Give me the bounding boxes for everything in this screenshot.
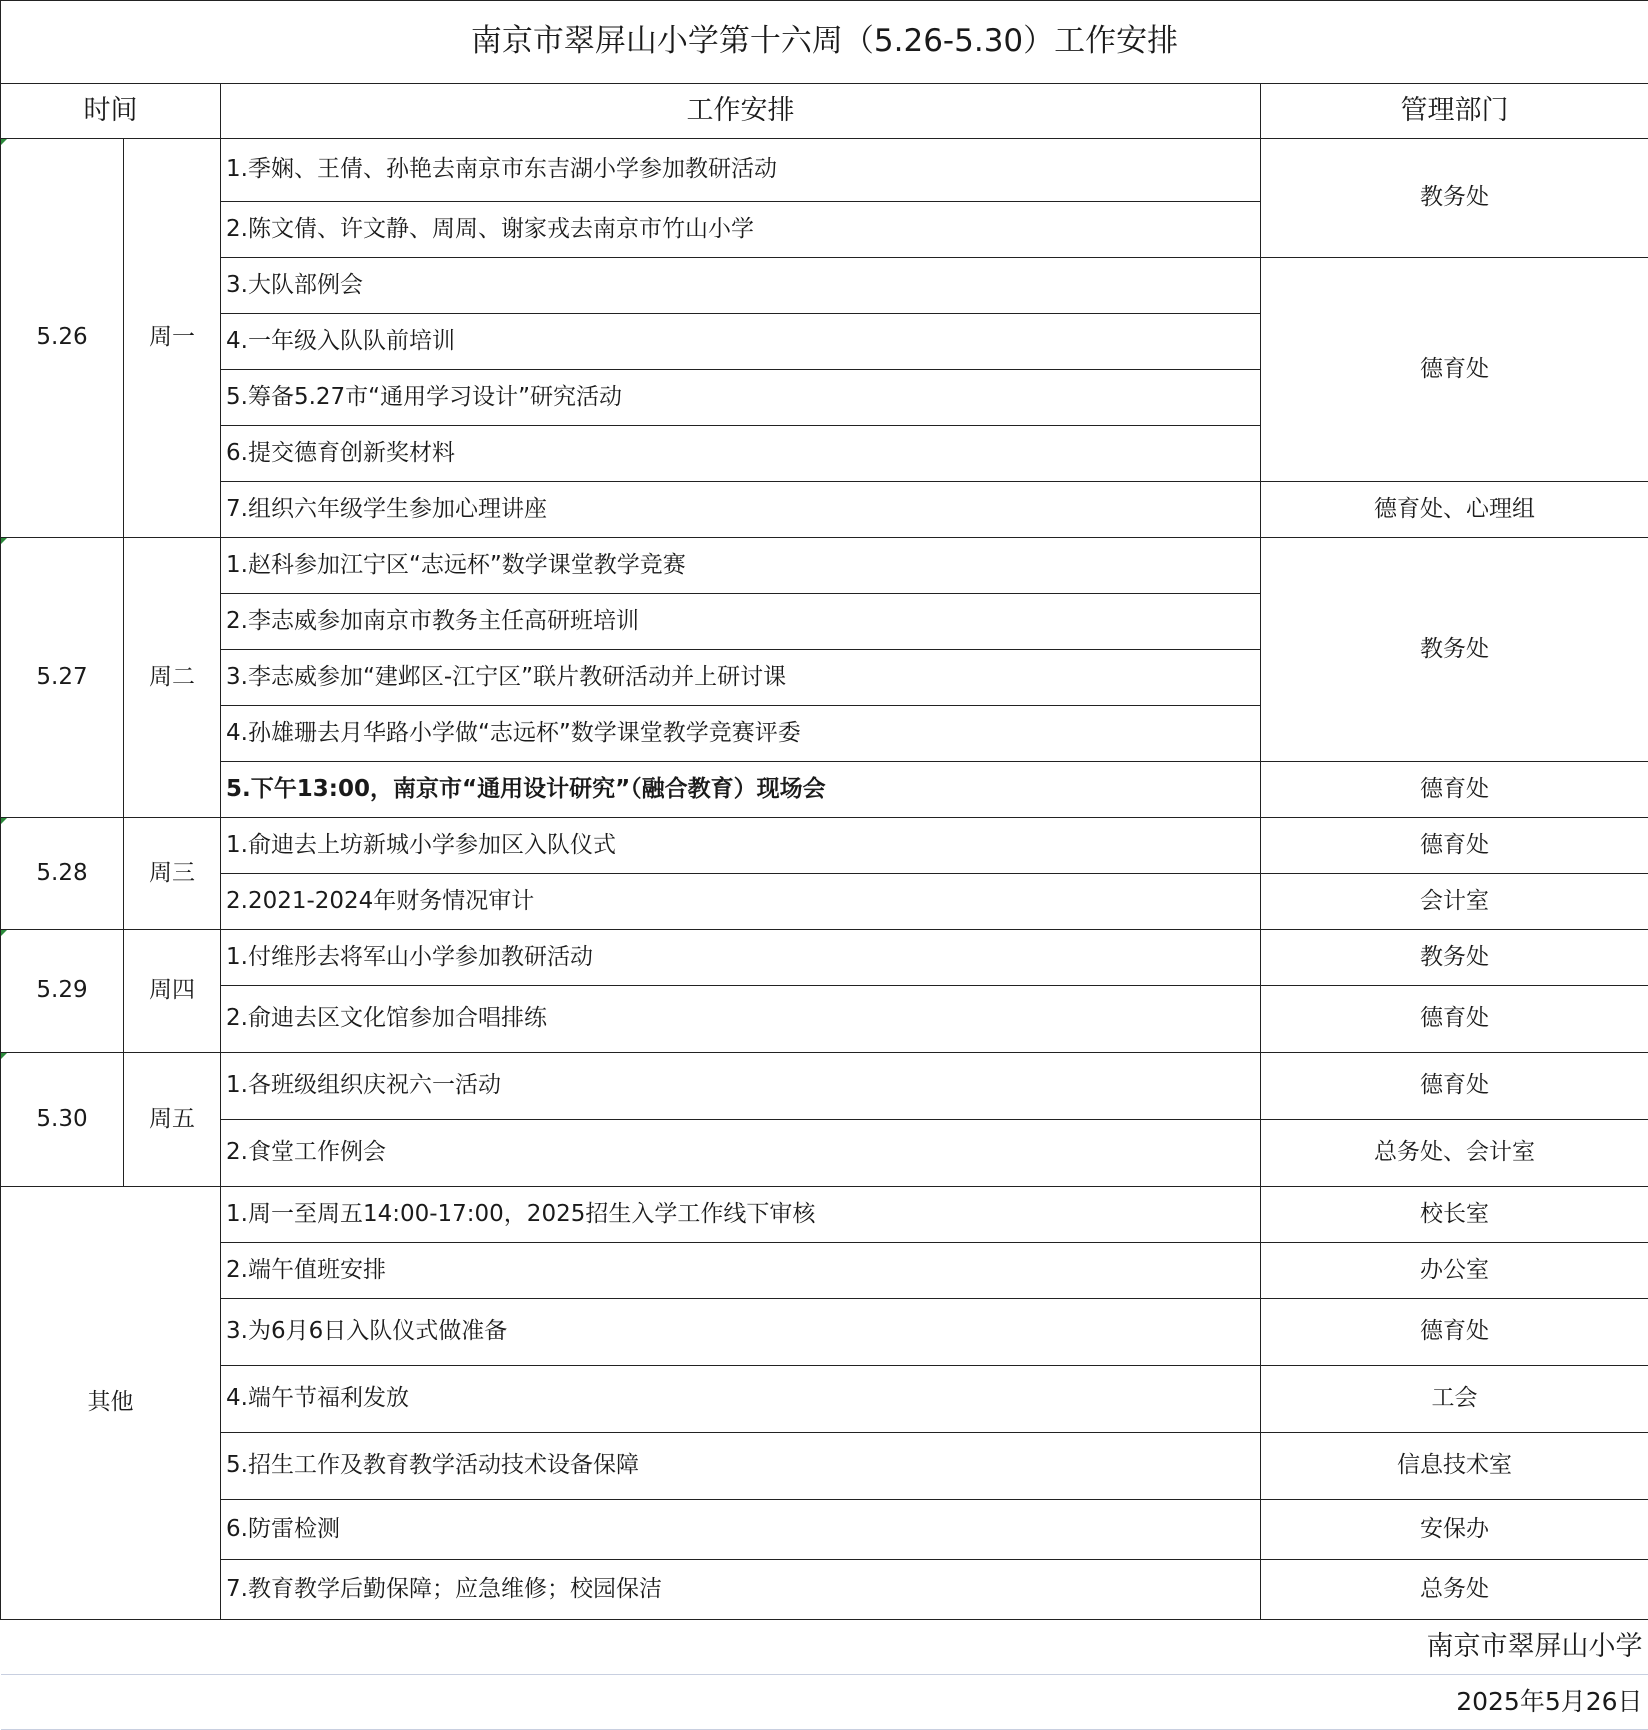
footer-date: 2025年5月26日 (1, 1675, 1648, 1730)
dept-cell: 总务处 (1261, 1560, 1648, 1620)
task-cell: 3.李志威参加“建邺区-江宁区”联片教研活动并上研讨课 (221, 650, 1261, 706)
task-cell: 3.为6月6日入队仪式做准备 (221, 1299, 1261, 1366)
task-cell: 1.赵科参加江宁区“志远杯”数学课堂教学竞赛 (221, 538, 1261, 594)
header-work: 工作安排 (221, 84, 1261, 139)
task-cell: 5.招生工作及教育教学活动技术设备保障 (221, 1433, 1261, 1500)
dept-cell: 德育处、心理组 (1261, 482, 1648, 538)
task-cell: 1.俞迪去上坊新城小学参加区入队仪式 (221, 818, 1261, 874)
day-weekday: 周二 (124, 538, 221, 818)
dept-cell: 总务处、会计室 (1261, 1120, 1648, 1187)
day-date: 5.30 (1, 1053, 124, 1187)
day-date: 5.28 (1, 818, 124, 930)
task-cell: 2.俞迪去区文化馆参加合唱排练 (221, 986, 1261, 1053)
dept-cell: 教务处 (1261, 139, 1648, 258)
dept-cell: 教务处 (1261, 930, 1648, 986)
day-weekday: 周四 (124, 930, 221, 1053)
day-weekday: 周三 (124, 818, 221, 930)
task-cell: 6.提交德育创新奖材料 (221, 426, 1261, 482)
task-cell: 1.周一至周五14:00-17:00，2025招生入学工作线下审核 (221, 1187, 1261, 1243)
task-cell: 4.一年级入队队前培训 (221, 314, 1261, 370)
dept-cell: 校长室 (1261, 1187, 1648, 1243)
header-time: 时间 (1, 84, 221, 139)
dept-cell: 教务处 (1261, 538, 1648, 762)
header-dept: 管理部门 (1261, 84, 1648, 139)
task-cell: 2.陈文倩、许文静、周周、谢家戎去南京市竹山小学 (221, 202, 1261, 258)
dept-cell: 德育处 (1261, 1299, 1648, 1366)
footer-school: 南京市翠屏山小学 (1, 1620, 1648, 1675)
task-cell: 3.大队部例会 (221, 258, 1261, 314)
task-cell: 2.李志威参加南京市教务主任高研班培训 (221, 594, 1261, 650)
day-date: 5.27 (1, 538, 124, 818)
dept-cell: 会计室 (1261, 874, 1648, 930)
task-cell: 5.筹备5.27市“通用学习设计”研究活动 (221, 370, 1261, 426)
day-weekday: 周一 (124, 139, 221, 538)
day-weekday: 周五 (124, 1053, 221, 1187)
task-cell: 1.季娴、王倩、孙艳去南京市东吉湖小学参加教研活动 (221, 139, 1261, 202)
dept-cell: 工会 (1261, 1366, 1648, 1433)
day-date: 5.26 (1, 139, 124, 538)
dept-cell: 德育处 (1261, 258, 1648, 482)
task-cell: 4.端午节福利发放 (221, 1366, 1261, 1433)
task-cell: 2.食堂工作例会 (221, 1120, 1261, 1187)
task-cell: 1.各班级组织庆祝六一活动 (221, 1053, 1261, 1120)
day-date: 5.29 (1, 930, 124, 1053)
dept-cell: 安保办 (1261, 1500, 1648, 1560)
dept-cell: 信息技术室 (1261, 1433, 1648, 1500)
dept-cell: 德育处 (1261, 986, 1648, 1053)
task-cell: 6.防雷检测 (221, 1500, 1261, 1560)
task-cell: 7.组织六年级学生参加心理讲座 (221, 482, 1261, 538)
task-cell: 5.下午13:00，南京市“通用设计研究”（融合教育）现场会 (221, 762, 1261, 818)
task-cell: 7.教育教学后勤保障；应急维修；校园保洁 (221, 1560, 1261, 1620)
task-cell: 1.付维彤去将军山小学参加教研活动 (221, 930, 1261, 986)
dept-cell: 德育处 (1261, 818, 1648, 874)
task-cell: 4.孙雄珊去月华路小学做“志远杯”数学课堂教学竞赛评委 (221, 706, 1261, 762)
other-label: 其他 (1, 1187, 221, 1620)
dept-cell: 德育处 (1261, 1053, 1648, 1120)
task-cell: 2.2021-2024年财务情况审计 (221, 874, 1261, 930)
dept-cell: 德育处 (1261, 762, 1648, 818)
dept-cell: 办公室 (1261, 1243, 1648, 1299)
page-title: 南京市翠屏山小学第十六周（5.26-5.30）工作安排 (1, 1, 1648, 84)
task-cell: 2.端午值班安排 (221, 1243, 1261, 1299)
